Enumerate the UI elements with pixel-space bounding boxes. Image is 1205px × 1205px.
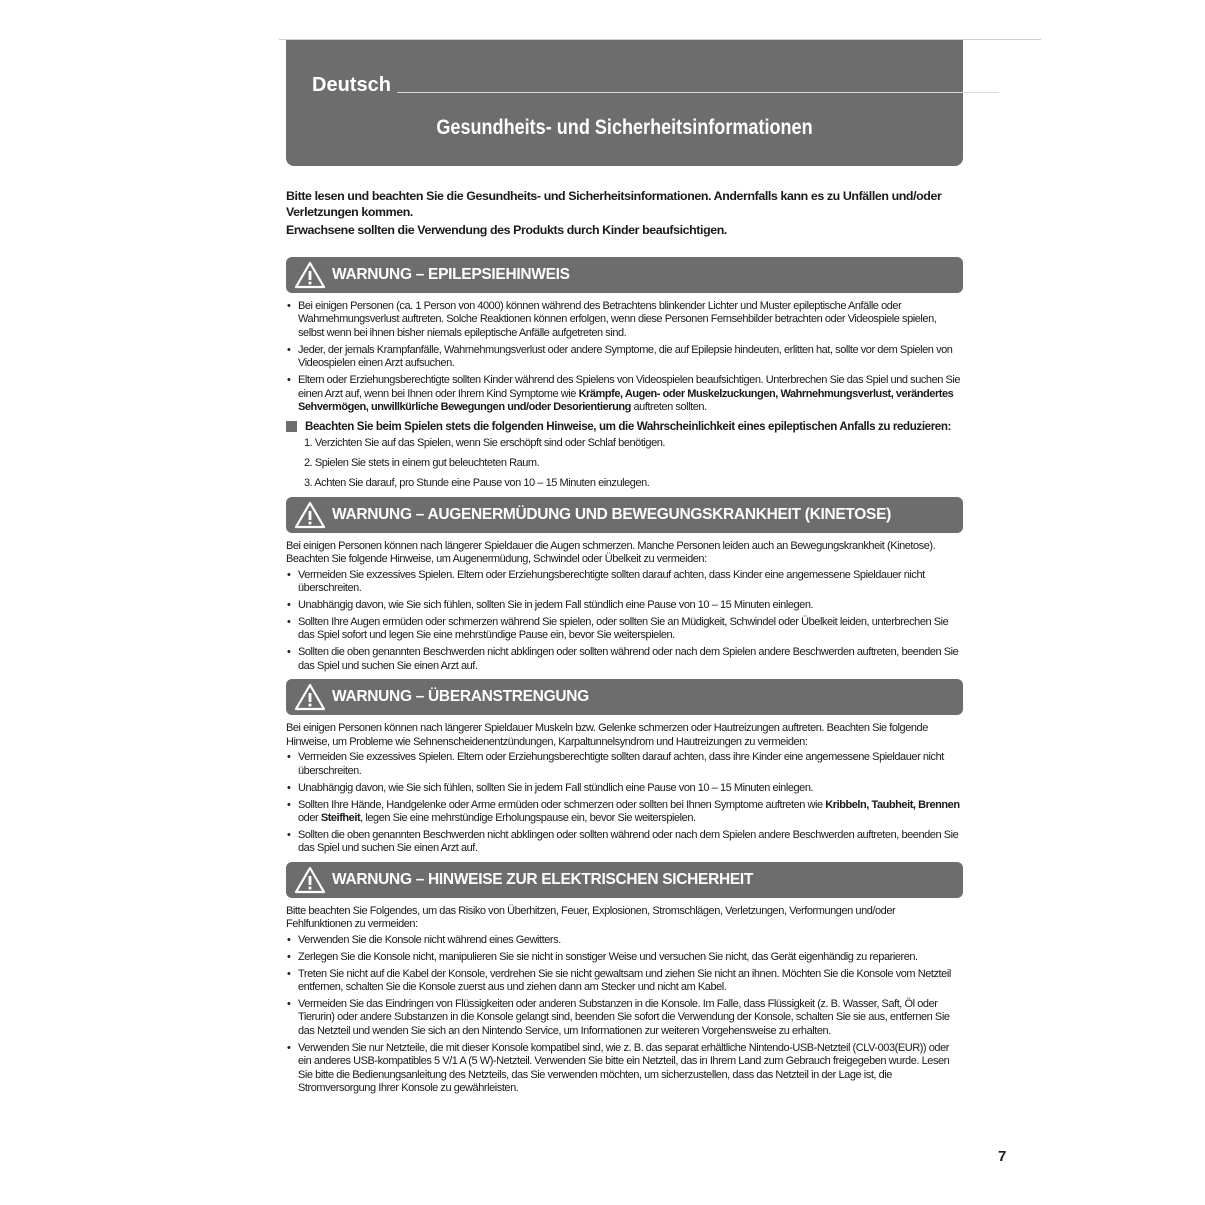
warning-triangle-icon	[294, 261, 326, 289]
step-item: 2. Spielen Sie stets in einem gut beleuchteten Raum.	[304, 456, 540, 469]
page-number: 7	[998, 1148, 1007, 1165]
overexertion-bullets	[286, 751, 963, 856]
list-item	[286, 374, 963, 414]
electrical-safety-bullets	[286, 934, 963, 1096]
document-body	[286, 188, 963, 1099]
epilepsy-bullets	[286, 300, 963, 414]
list-item-bold: Steifheit	[320, 811, 361, 824]
list-item: • Sollten Ihre Augen ermüden oder schmerzen während Sie spielen, oder sollten Sie an Müdigkeit, Schwindel oder Übelkeit leiden, unterbrechen Sie das Spiel sofort und legen Sie eine mehrstündige Pause ein, bevor Sie weiterspielen.	[286, 616, 963, 643]
list-item: • Bei einigen Personen (ca. 1 Person von 4000) können während des Betrachtens blinkender Lichter und Muster epileptische Anfälle oder Wahrnehmungsverlust auftreten. Solche Reaktionen können erfolgen, wenn diese Personen Fernsehbilder betrachten oder Videospiele spielen, selbst wenn bei ihnen bisher niemals epileptische Anfälle aufgetreten sind.	[286, 300, 963, 340]
list-item-text: , legen Sie eine mehrstündige Erholungspause ein, bevor Sie weiterspielen.	[360, 811, 696, 824]
section-intro: Bei einigen Personen können nach längerer Spieldauer die Augen schmerzen. Manche Personen leiden auch an Bewegungskrankheit (Kinetose). Beachten Sie folgende Hinweise, um Augenermüdung, Schwindel oder Übelkeit zu vermeiden:	[286, 539, 936, 566]
list-item-text: Sollten Ihre Hände, Handgelenke oder Arme ermüden oder schmerzen oder sollten bei Ihnen Symptome auftreten wie	[298, 798, 826, 811]
list-item: • Jeder, der jemals Krampfanfälle, Wahrnehmungsverlust oder andere Symptome, die auf Epilepsie hindeuten, erlitten hat, sollte vor dem Spielen von Videospielen einen Arzt aufsuchen.	[286, 344, 963, 371]
intro-line-1: Bitte lesen und beachten Sie die Gesundheits- und Sicherheitsinformationen. Andernfalls kann es zu Unfällen und/oder Verletzungen kommen.	[286, 189, 942, 219]
language-label: Deutsch	[312, 74, 391, 96]
section-header-overexertion	[286, 679, 963, 715]
section-title: WARNUNG – HINWEISE ZUR ELEKTRISCHEN SICHERHEIT	[332, 870, 754, 888]
header-divider	[397, 92, 999, 93]
intro-line-2: Erwachsene sollten die Verwendung des Produkts durch Kinder beaufsichtigen.	[286, 223, 727, 237]
list-item-bold: Kribbeln, Taubheit, Brennen	[825, 798, 960, 811]
list-item-text: Eltern oder Erziehungsberechtigte sollten Kinder während des Spielens von Videospielen beaufsichtigen. Unterbrechen Sie das Spiel und suchen Sie einen Arzt auf, wenn bei Ihnen oder Ihrem Kind Symptome wie	[298, 374, 961, 400]
epilepsy-subheading	[286, 420, 963, 433]
step-item: 3. Achten Sie darauf, pro Stunde eine Pause von 10 – 15 Minuten einzulegen.	[304, 476, 650, 489]
section-header-eye-strain	[286, 497, 963, 533]
list-item: • Verwenden Sie nur Netzteile, die mit dieser Konsole kompatibel sind, wie z. B. das separat erhältliche Nintendo-USB-Netzteil (CLV-003(EUR)) oder ein anderes USB-kompatibles 5 V/1 A (5 W)-Netzteil. Verwenden Sie bitte ein Netzteil, das in Ihrem Land zum Gebrauch freigegeben wurde. Lesen Sie bitte die Bedienungsanleitung des Netzteils, das Sie verwenden möchten, um sicherzustellen, dass das Netzteil in der Lage ist, die Stromversorgung Ihrer Konsole zu gewährleisten.	[286, 1042, 963, 1096]
list-item: • Verwenden Sie die Konsole nicht während eines Gewitters.	[286, 934, 963, 947]
eye-strain-bullets	[286, 569, 963, 674]
section-header-epilepsy	[286, 257, 963, 293]
list-item: • Unabhängig davon, wie Sie sich fühlen, sollten Sie in jedem Fall stündlich eine Pause von 10 – 15 Minuten einlegen.	[286, 599, 963, 612]
list-item-bold: Krämpfe, Augen- oder Muskelzuckungen, Wahrnehmungsverlust, verändertes Sehvermögen, unwillkürliche Bewegungen und/oder Desorientierung	[298, 387, 954, 414]
subheading-text: Beachten Sie beim Spielen stets die folgenden Hinweise, um die Wahrscheinlichkeit eines epileptischen Anfalls zu reduzieren:	[305, 420, 951, 434]
section-header-electrical-safety	[286, 862, 963, 898]
list-item: • Zerlegen Sie die Konsole nicht, manipulieren Sie sie nicht in sonstiger Weise und versuchen Sie nicht, das Gerät eigenhändig zu reparieren.	[286, 951, 963, 964]
list-item: • Vermeiden Sie exzessives Spielen. Eltern oder Erziehungsberechtigte sollten darauf achten, dass ihre Kinder eine angemessene Spieldauer nicht überschreiten.	[286, 751, 963, 778]
list-item-text: auftreten sollten.	[630, 401, 707, 414]
warning-triangle-icon	[294, 501, 326, 529]
section-intro: Bitte beachten Sie Folgendes, um das Risiko von Überhitzen, Feuer, Explosionen, Stromschlägen, Verletzungen, Verformungen und/oder Fehlfunktionen zu vermeiden:	[286, 904, 896, 931]
warning-triangle-icon	[294, 683, 326, 711]
list-item: • Sollten die oben genannten Beschwerden nicht abklingen oder sollten während oder nach dem Spielen andere Beschwerden auftreten, beenden Sie das Spiel und suchen Sie einen Arzt auf.	[286, 646, 963, 673]
section-intro: Bei einigen Personen können nach längerer Spieldauer Muskeln bzw. Gelenke schmerzen oder Hautreizungen auftreten. Beachten Sie folgende Hinweise, um Probleme wie Sehnenscheidenentzündungen, Karpaltunnelsyndrom und Hautreizungen zu vermeiden:	[286, 722, 928, 748]
page-title: Gesundheits- und Sicherheitsinformationen	[436, 116, 813, 139]
step-item: 1. Verzichten Sie auf das Spielen, wenn Sie erschöpft sind oder Schlaf benötigen.	[304, 436, 666, 449]
section-title: WARNUNG – EPILEPSIEHINWEIS	[332, 266, 570, 283]
section-title: WARNUNG – AUGENERMÜDUNG UND BEWEGUNGSKRANKHEIT (KINETOSE)	[332, 505, 891, 523]
warning-triangle-icon	[294, 866, 326, 894]
page-header	[286, 40, 963, 166]
list-item: • Treten Sie nicht auf die Kabel der Konsole, verdrehen Sie sie nicht gewaltsam und ziehen Sie nicht an ihnen. Möchten Sie die Konsole vom Netzteil entfernen, schalten Sie die Konsole zuerst aus und ziehen dann am Stecker und nicht am Kabel.	[286, 968, 963, 995]
list-item: • Sollten die oben genannten Beschwerden nicht abklingen oder sollten während oder nach dem Spielen andere Beschwerden auftreten, beenden Sie das Spiel und suchen Sie einen Arzt auf.	[286, 829, 963, 856]
list-item: • Vermeiden Sie exzessives Spielen. Eltern oder Erziehungsberechtigte sollten darauf achten, dass Kinder eine angemessene Spieldauer nicht überschreiten.	[286, 569, 963, 596]
list-item: • Vermeiden Sie das Eindringen von Flüssigkeiten oder anderen Substanzen in die Konsole. Im Falle, dass Flüssigkeit (z. B. Wasser, Saft, Öl oder Tierurin) oder andere Substanzen in die Konsole gelangt sind, beenden Sie sofort die Verwendung der Konsole, schalten Sie sie aus, entfernen Sie das Netzteil und wenden Sie sich an den Nintendo Service, um Informationen zur weiteren Vorgehensweise zu erhalten.	[286, 998, 963, 1038]
list-item-text: oder	[298, 811, 321, 824]
square-bullet-icon	[286, 421, 297, 432]
list-item	[286, 799, 963, 826]
list-item: • Unabhängig davon, wie Sie sich fühlen, sollten Sie in jedem Fall stündlich eine Pause von 10 – 15 Minuten einlegen.	[286, 782, 963, 795]
epilepsy-steps	[304, 437, 963, 490]
section-title: WARNUNG – ÜBERANSTRENGUNG	[332, 688, 589, 706]
